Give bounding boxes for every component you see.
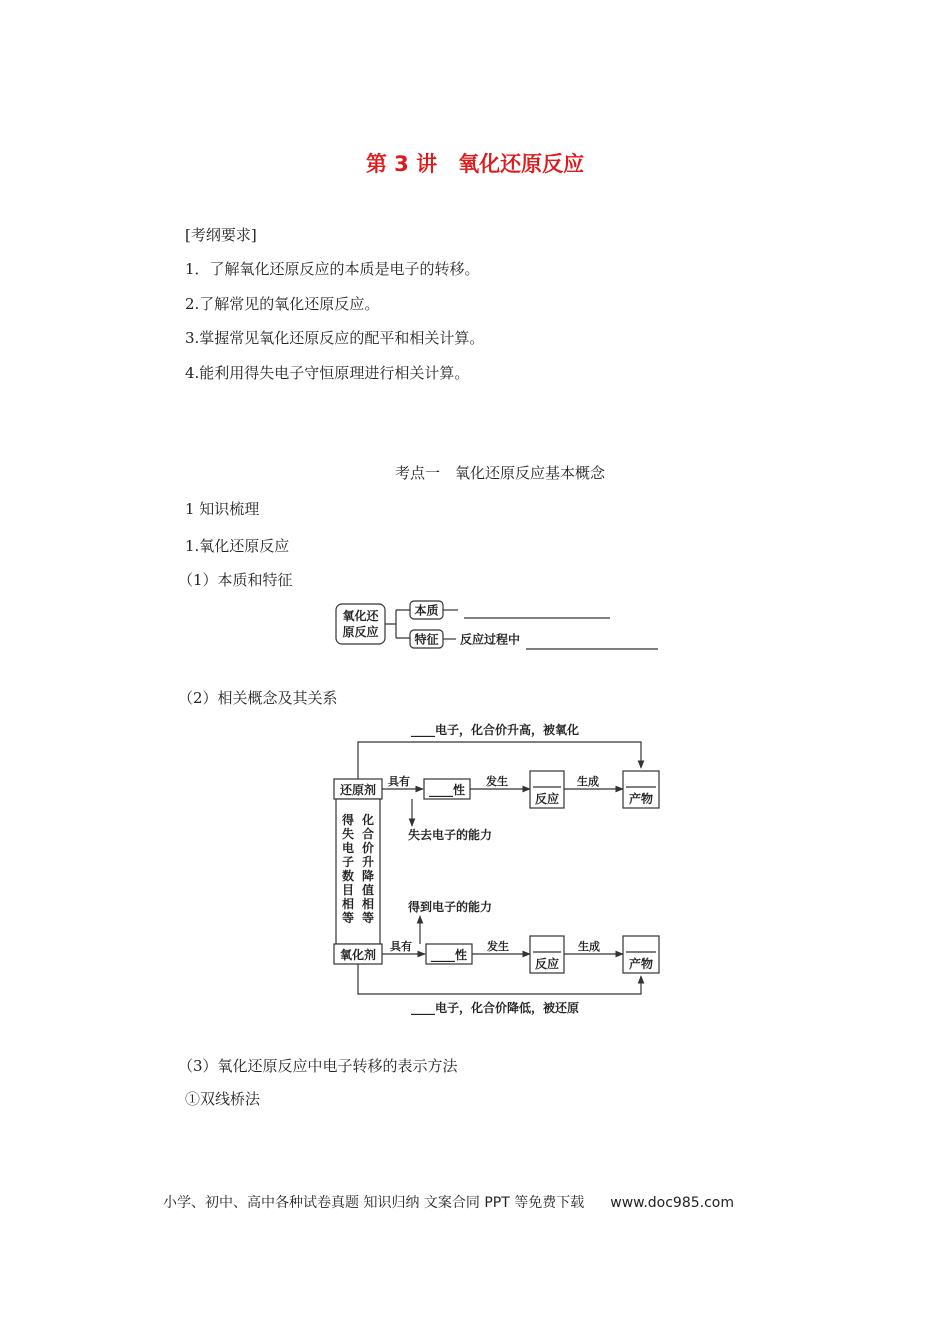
method-heading: ①双线桥法 — [185, 1090, 261, 1108]
topic-heading: 1.氧化还原反应 — [185, 537, 290, 555]
reducer-reaction: 反应 — [534, 792, 560, 806]
feature-label: 特征 — [414, 632, 439, 647]
has-label: 具有 — [390, 940, 412, 953]
oxidizer-label: 氧化剂 — [339, 948, 377, 962]
has-label: 具有 — [388, 775, 410, 788]
subtopic-heading: （3）氧化还原反应中电子转移的表示方法 — [178, 1057, 458, 1075]
oxidizer-reaction: 反应 — [534, 957, 560, 971]
lose-ability: 失去电子的能力 — [408, 828, 493, 842]
reducer-label: 还原剂 — [339, 783, 377, 797]
occur-label: 发生 — [487, 940, 509, 953]
page-footer — [163, 1192, 734, 1212]
feature-text: 反应过程中 — [460, 632, 521, 647]
subtopic-heading: （2）相关概念及其关系 — [178, 689, 338, 707]
root-line1: 氧化还 — [342, 609, 379, 623]
requirement-item: 3.掌握常见氧化还原反应的配平和相关计算。 — [185, 329, 485, 347]
subtopic-heading: （1）本质和特征 — [178, 571, 293, 589]
essence-label: 本质 — [414, 603, 439, 618]
page-title: 第 3 讲 氧化还原反应 — [365, 152, 585, 176]
occur-label: 发生 — [486, 775, 508, 788]
requirements-heading: [考纲要求] — [185, 226, 257, 244]
concept-relation-diagram — [328, 716, 668, 1022]
essence-feature-diagram — [330, 598, 670, 654]
footer-text: 小学、初中、高中各种试卷真题 知识归纳 文案合同 PPT 等免费下载 — [163, 1195, 585, 1211]
reducer-product: 产物 — [628, 792, 654, 806]
bottom-arrow-label: ____电子，化合价降低，被还原 — [411, 1001, 580, 1015]
root-line2: 原反应 — [342, 625, 379, 639]
requirement-item: 1．了解氧化还原反应的本质是电子的转移。 — [185, 260, 480, 278]
top-arrow-label: ____电子，化合价升高，被氧化 — [411, 723, 580, 737]
requirement-item: 2.了解常见的氧化还原反应。 — [185, 295, 380, 313]
gain-ability: 得到电子的能力 — [408, 900, 493, 914]
footer-url[interactable]: www.doc985.com — [610, 1195, 734, 1211]
oxidizer-product: 产物 — [628, 957, 654, 971]
left-column-text: 得 失 电 子 数 目 相 等 — [342, 813, 355, 925]
section-title: 考点一 氧化还原反应基本概念 — [394, 464, 605, 482]
knowledge-heading: 1 知识梳理 — [185, 500, 260, 518]
oxidizer-property: ____性 — [430, 948, 468, 962]
requirement-item: 4.能利用得失电子守恒原理进行相关计算。 — [185, 364, 470, 382]
generate-label: 生成 — [577, 775, 599, 788]
right-column-text: 化 合 价 升 降 值 相 等 — [362, 813, 375, 925]
generate-label: 生成 — [578, 940, 600, 953]
reducer-property: ____性 — [428, 783, 466, 797]
